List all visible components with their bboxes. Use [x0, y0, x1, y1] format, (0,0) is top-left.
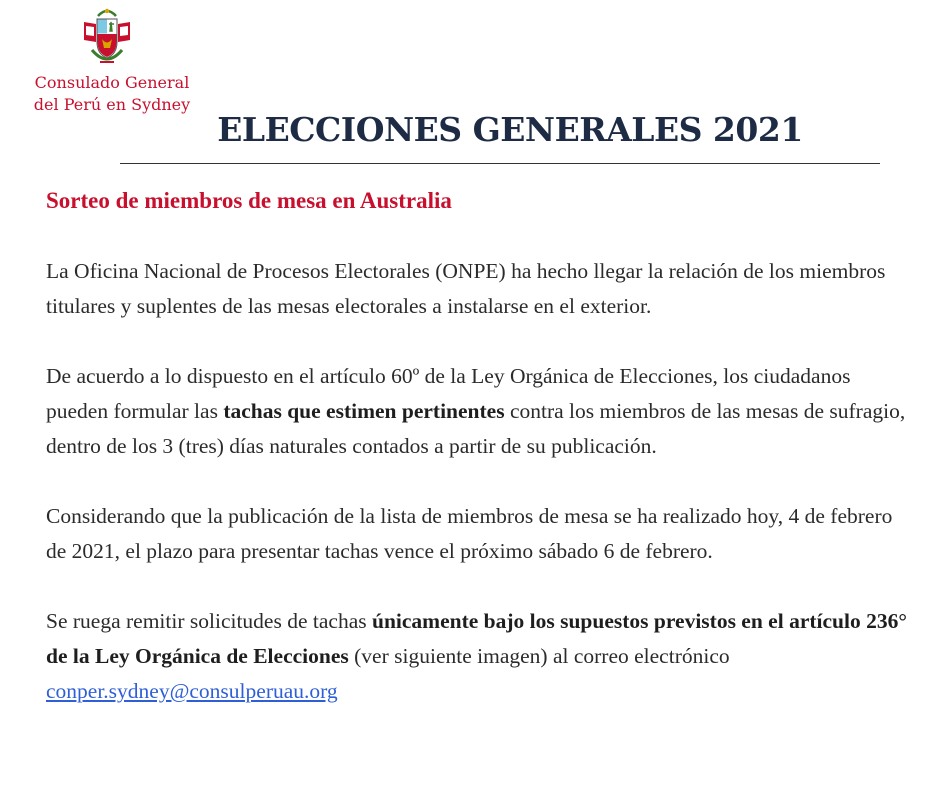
title-divider	[120, 163, 880, 164]
page-title: ELECCIONES GENERALES 2021	[217, 110, 803, 149]
paragraph-deadline: Considerando que la publicación de la lista de miembros de mesa se ha realizado hoy, 4 de febrero de 2021, el plazo para presentar tachas vence el próximo sábado 6 de febrero.	[46, 504, 893, 563]
peru-coat-of-arms-icon	[76, 6, 138, 70]
paragraph-article-60	[46, 359, 912, 464]
paragraph-text: Se ruega remitir solicitudes de tachas	[46, 609, 372, 633]
consulate-line-1: Consulado General	[34, 73, 190, 92]
paragraph-text: contra los miembros de las mesas de sufragio, dentro de los 3 (tres) días naturales contados a partir de su publicación.	[46, 399, 906, 458]
bold-emphasis: únicamente bajo los supuestos previstos en el artículo 236° de la Ley Orgánica de Elecciones	[46, 609, 907, 668]
section-subtitle: Sorteo de miembros de mesa en Australia	[46, 188, 452, 213]
paragraph-text: De acuerdo a lo dispuesto en el artículo 60º de la Ley Orgánica de Elecciones, los ciudadanos pueden formular las	[46, 364, 851, 423]
paragraph-submission	[46, 604, 912, 709]
paragraph-text: (ver siguiente imagen) al correo electrónico	[348, 644, 730, 668]
consulate-line-2: del Perú en Sydney	[33, 95, 191, 114]
email-link[interactable]: conper.sydney@consulperuau.org	[46, 679, 338, 703]
paragraph-onpe: La Oficina Nacional de Procesos Electorales (ONPE) ha hecho llegar la relación de los miembros titulares y suplentes de las mesas electorales a instalarse en el exterior.	[46, 259, 886, 318]
bold-emphasis: tachas que estimen pertinentes	[223, 399, 505, 423]
article-body	[46, 186, 912, 709]
